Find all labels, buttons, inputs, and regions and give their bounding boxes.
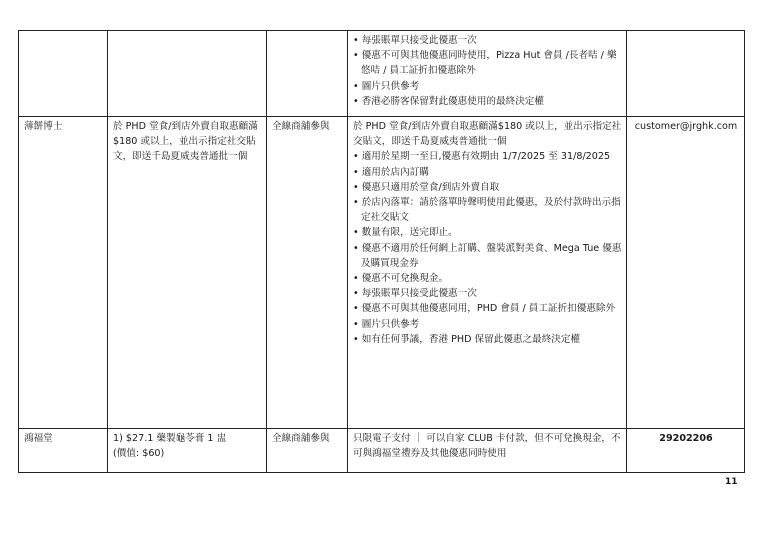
terms-list [353,149,622,347]
terms-item: • 於店內落單：請於落單時聲明使用此優惠，及於付款時出示指定社交貼文 [353,195,622,225]
offers-table [18,30,745,473]
terms-item: • 優惠不可兌換現金。 [353,271,622,286]
contact-cell: 29202206 [627,429,745,473]
merchant-cell [19,31,108,117]
table-row [19,429,745,473]
terms-intro: 於 PHD 堂食/到店外賣自取惠顧滿$180 或以上，並出示指定社交貼文，即送千島夏威夷普通批一個 [353,121,622,148]
terms-item: • 適用於店內訂購 [353,165,622,180]
terms-item: • 優惠只適用於堂食/到店外賣自取 [353,180,622,195]
terms-item: • 數量有限，送完即止。 [353,225,622,240]
table-row [19,117,745,429]
terms-item: • 如有任何爭議，香港 PHD 保留此優惠之最終決定權 [353,332,622,347]
offer-cell [108,31,267,117]
terms-item: • 香港必勝客保留對此優惠使用的最終決定權 [353,94,622,109]
terms-item: • 優惠不可與其他優惠同時使用，Pizza Hut 會員 /長者咭 / 樂悠咭 / 員工証折扣優惠除外 [353,48,622,78]
terms-cell [348,117,627,429]
offer-cell: 於 PHD 堂食/到店外賣自取惠顧滿 $180 或以上，並出示指定社交貼文，即送千島夏威夷普通批一個 [108,117,267,429]
offer-text: 1) $27.1 藥製龜苓膏 1 盅 [113,433,227,444]
terms-item: • 每張賬單只接受此優惠一次 [353,33,622,48]
merchant-cell: 薄餅博士 [19,117,108,429]
terms-item: • 優惠不適用於任何網上訂購、盤裝派對美食、Mega Tue 優惠及購買現金券 [353,241,622,271]
branches-cell: 全線商舖參與 [267,429,348,473]
terms-item: • 優惠不可與其他優惠同用，PHD 會員 / 員工証折扣優惠除外 [353,301,622,316]
branches-cell: 全線商舖參與 [267,117,348,429]
terms-item: • 圖片只供參考 [353,79,622,94]
merchant-cell: 鴻福堂 [19,429,108,473]
page-number: 11 [725,477,738,487]
terms-list [353,33,622,109]
terms-item: • 圖片只供參考 [353,317,622,332]
terms-item: • 適用於星期一至日,優惠有效期由 1/7/2025 至 31/8/2025 [353,149,622,164]
table-row [19,31,745,117]
terms-item: • 每張賬單只接受此優惠一次 [353,286,622,301]
branches-cell [267,31,348,117]
offer-cell [108,429,267,473]
offer-value-note: (價值: $60) [113,448,165,460]
contact-cell: customer@jrghk.com [627,117,745,429]
contact-cell [627,31,745,117]
terms-cell: 只限電子支付 ｜ 可以自家 CLUB 卡付款，但不可兌換現金，不可與鴻福堂禮券及其他優惠同時使用 [348,429,627,473]
terms-cell [348,31,627,117]
